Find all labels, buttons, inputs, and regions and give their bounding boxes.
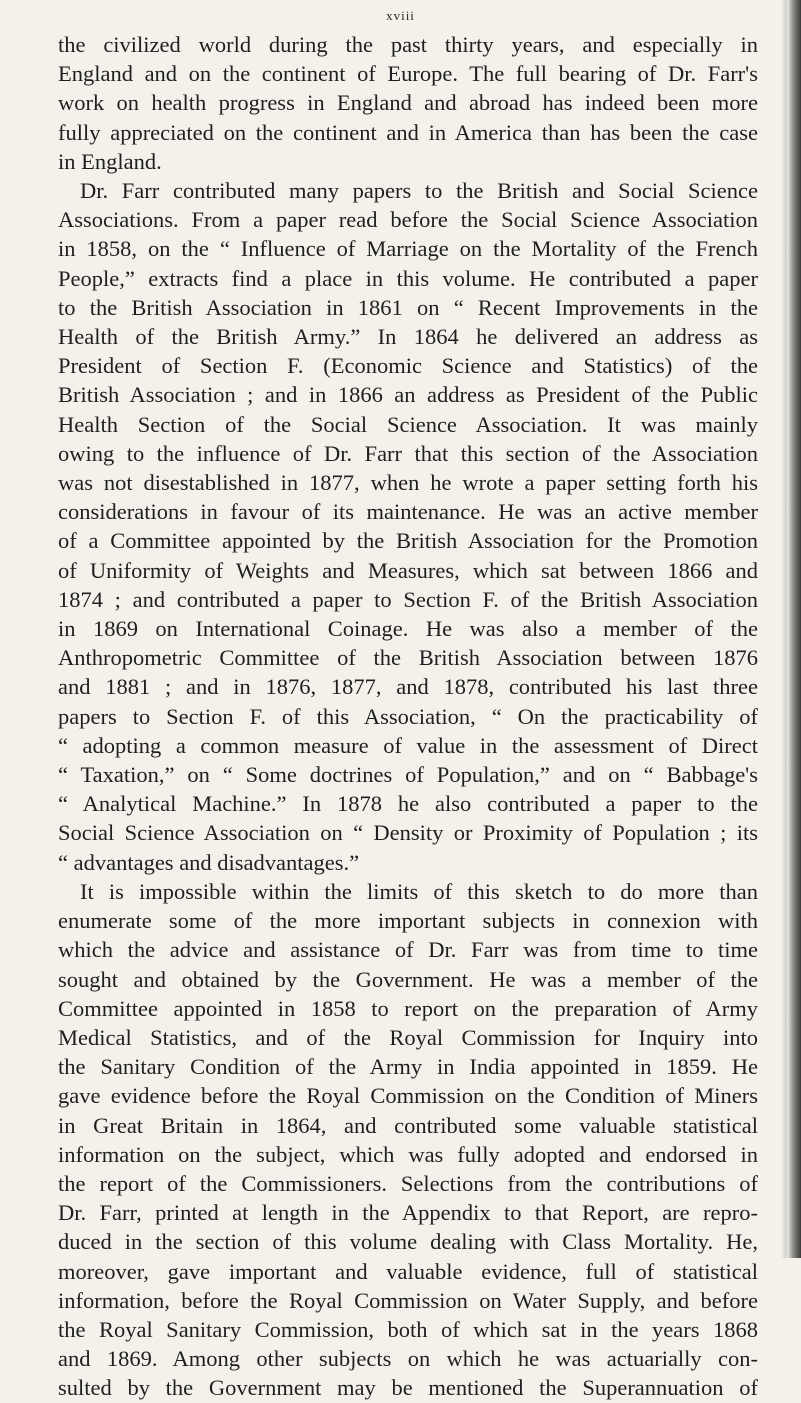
text-line: in 1869 on International Coinage. He was also a member of the <box>58 616 758 642</box>
text-line: Health of the British Army.” In 1864 he delivered an address as <box>58 324 758 350</box>
page-number: xviii <box>386 8 415 23</box>
text-line: Anthropometric Committee of the British Association between 1876 <box>58 645 758 671</box>
text-line: “ adopting a common measure of value in the assessment of Direct <box>58 732 758 758</box>
text-line: considerations in favour of its maintenance. He was an active member <box>58 499 758 525</box>
text-line: the Sanitary Condition of the Army in India appointed in 1859. He <box>58 1054 758 1080</box>
text-line: President of Section F. (Economic Science and Statistics) of the <box>58 353 758 379</box>
text-line: Health Section of the Social Science Association. It was mainly <box>58 411 758 437</box>
text-line: sulted by the Government may be mentioned the Superannuation of <box>58 1375 758 1401</box>
text-line: “ Analytical Machine.” In 1878 he also contributed a paper to the <box>58 791 758 817</box>
text-line: and 1869. Among other subjects on which he was actuarially con- <box>58 1346 758 1372</box>
text-line: which the advice and assistance of Dr. Farr was from time to time <box>58 937 758 963</box>
text-line: “ advantages and disadvantages.” <box>58 849 360 875</box>
text-line: information on the subject, which was fully adopted and endorsed in <box>58 1141 758 1167</box>
text-line: of Uniformity of Weights and Measures, which sat between 1866 and <box>58 557 758 583</box>
text-line: Social Science Association on “ Density or Proximity of Population ; its <box>58 820 758 846</box>
text-line: in England. <box>58 148 162 174</box>
text-line: owing to the influence of Dr. Farr that this section of the Association <box>58 440 758 466</box>
text-line: Dr. Farr contributed many papers to the British and Social Science <box>80 178 758 204</box>
body-text <box>58 30 758 1403</box>
text-line: moreover, gave important and valuable evidence, full of statistical <box>58 1258 758 1284</box>
text-line: and 1881 ; and in 1876, 1877, and 1878, contributed his last three <box>58 674 758 700</box>
text-line: Associations. From a paper read before the Social Science Association <box>58 207 758 233</box>
text-line: England and on the continent of Europe. The full bearing of Dr. Farr's <box>58 61 758 87</box>
text-line: enumerate some of the more important subjects in connexion with <box>58 908 758 934</box>
text-line: was not disestablished in 1877, when he wrote a paper setting forth his <box>58 470 758 496</box>
text-line: duced in the section of this volume dealing with Class Mortality. He, <box>58 1229 758 1255</box>
text-line: sought and obtained by the Government. He was a member of the <box>58 966 758 992</box>
text-line: information, before the Royal Commission on Water Supply, and before <box>58 1287 758 1313</box>
text-line: People,” extracts find a place in this volume. He contributed a paper <box>58 265 758 291</box>
text-line: Medical Statistics, and of the Royal Commission for Inquiry into <box>58 1024 758 1050</box>
text-line: fully appreciated on the continent and in America than has been the case <box>58 119 758 145</box>
text-line: to the British Association in 1861 on “ Recent Improvements in the <box>58 294 758 320</box>
text-line: work on health progress in England and abroad has indeed been more <box>58 90 758 116</box>
text-line: Dr. Farr, printed at length in the Appendix to that Report, are repro- <box>58 1200 758 1226</box>
text-line: British Association ; and in 1866 an address as President of the Public <box>58 382 758 408</box>
text-line: “ Taxation,” on “ Some doctrines of Population,” and on “ Babbage's <box>58 762 758 788</box>
text-line: in Great Britain in 1864, and contributed some valuable statistical <box>58 1112 758 1138</box>
text-line: in 1858, on the “ Influence of Marriage on the Mortality of the French <box>58 236 758 262</box>
text-line: papers to Section F. of this Association, “ On the practicability of <box>58 703 758 729</box>
page-edge-shadow <box>787 0 801 1258</box>
text-line: the report of the Commissioners. Selections from the contributions of <box>58 1170 758 1196</box>
text-line: the Royal Sanitary Commission, both of which sat in the years 1868 <box>58 1316 758 1342</box>
text-line: 1874 ; and contributed a paper to Section F. of the British Association <box>58 586 758 612</box>
text-line: of a Committee appointed by the British Association for the Promotion <box>58 528 758 554</box>
text-line: gave evidence before the Royal Commission on the Condition of Miners <box>58 1083 758 1109</box>
text-line: It is impossible within the limits of this sketch to do more than <box>80 878 758 904</box>
text-line: the civilized world during the past thirty years, and especially in <box>58 32 758 57</box>
text-line: Committee appointed in 1858 to report on the preparation of Army <box>58 995 758 1021</box>
